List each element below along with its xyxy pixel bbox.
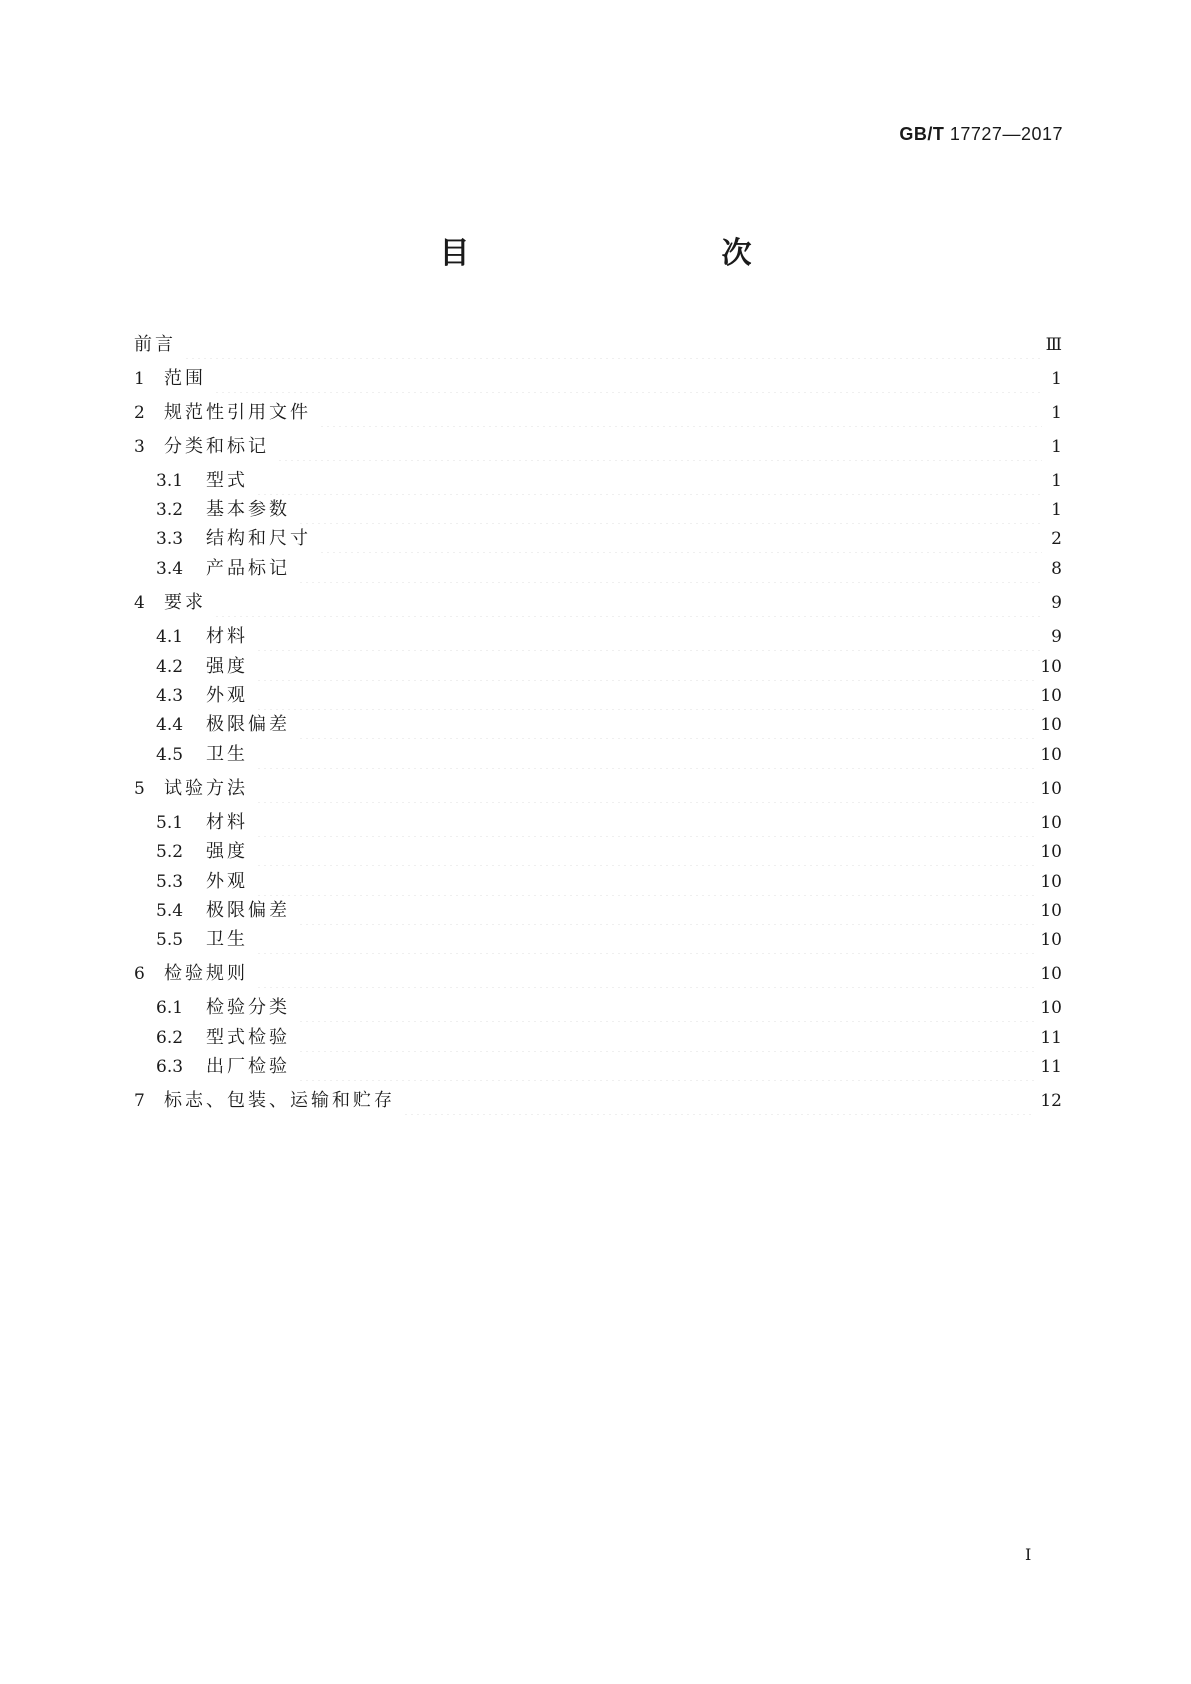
toc-entry-label: 材料 xyxy=(206,626,248,647)
standard-number: 17727—2017 xyxy=(949,124,1063,144)
toc-leader-dots xyxy=(256,741,1034,769)
toc-entry[interactable] xyxy=(156,809,1062,837)
toc-entry-number: 4.5 xyxy=(156,745,184,765)
toc-entry-number: 7 xyxy=(134,1091,145,1111)
toc-entry[interactable] xyxy=(156,926,1062,954)
toc-entry-label: 型式 xyxy=(206,470,248,491)
toc-entry-number: 6.2 xyxy=(156,1028,184,1048)
toc-entry-number: 4.1 xyxy=(156,627,184,647)
toc-entry-page: 11 xyxy=(1040,1057,1062,1077)
toc-entry[interactable] xyxy=(134,589,1062,617)
toc-entry-label: 强度 xyxy=(206,841,248,862)
toc-entry[interactable] xyxy=(156,711,1062,739)
toc-entry-page: 9 xyxy=(1051,627,1062,647)
toc-entry[interactable] xyxy=(156,994,1062,1022)
toc-entry-number: 5.5 xyxy=(156,930,184,950)
toc-leader-dots xyxy=(298,994,1034,1022)
toc-entry-number: 1 xyxy=(134,369,145,389)
toc-leader-dots xyxy=(256,682,1034,710)
toc-entry-page: 10 xyxy=(1040,930,1062,950)
toc-entry-label: 结构和尺寸 xyxy=(206,528,311,549)
toc-entry-label: 试验方法 xyxy=(164,778,248,799)
toc-leader-dots xyxy=(298,897,1034,925)
toc-entry-number: 6.3 xyxy=(156,1057,184,1077)
toc-entry-page: 1 xyxy=(1051,403,1062,423)
toc-entry-label: 出厂检验 xyxy=(206,1056,290,1077)
toc-entry-page: 8 xyxy=(1051,559,1062,579)
toc-leader-dots xyxy=(256,623,1042,651)
toc-entry-page: 10 xyxy=(1040,813,1062,833)
toc-entry-label: 检验分类 xyxy=(206,997,290,1018)
toc-entry-label: 范围 xyxy=(164,368,206,389)
toc-entry-label: 强度 xyxy=(206,656,248,677)
toc-entry-page: 1 xyxy=(1051,471,1062,491)
page-number: I xyxy=(1025,1545,1032,1564)
toc-entry-label: 材料 xyxy=(206,812,248,833)
toc-entry-number: 3 xyxy=(134,437,145,457)
toc-entry-number: 6.1 xyxy=(156,998,184,1018)
toc-entry-label: 分类和标记 xyxy=(164,436,269,457)
toc-entry-number: 6 xyxy=(134,964,145,984)
toc-entry-page: 10 xyxy=(1040,964,1062,984)
toc-entry-page: 1 xyxy=(1051,369,1062,389)
toc-leader-dots xyxy=(184,331,1040,359)
toc-entry-page: 1 xyxy=(1051,500,1062,520)
toc-leader-dots xyxy=(214,365,1042,393)
toc-entry-label: 极限偏差 xyxy=(206,714,290,735)
toc-entry-page: 10 xyxy=(1040,901,1062,921)
toc-leader-dots xyxy=(256,926,1034,954)
toc-entry-label: 极限偏差 xyxy=(206,900,290,921)
toc-entry-page: 10 xyxy=(1040,686,1062,706)
toc-entry[interactable] xyxy=(134,960,1062,988)
toc-entry-number: 5 xyxy=(134,779,145,799)
toc-entry-page: 2 xyxy=(1051,529,1062,549)
toc-leader-dots xyxy=(403,1087,1034,1115)
toc-entry-number: 5.3 xyxy=(156,872,184,892)
toc-leader-dots xyxy=(277,433,1042,461)
toc-entry-label: 外观 xyxy=(206,685,248,706)
toc-entry[interactable] xyxy=(156,623,1062,651)
toc-leader-dots xyxy=(256,868,1034,896)
toc-title: 目 次 xyxy=(439,236,816,271)
toc-entry[interactable] xyxy=(156,741,1062,769)
toc-entry[interactable] xyxy=(134,1087,1062,1115)
toc-leader-dots xyxy=(298,1024,1034,1052)
toc-leader-dots xyxy=(298,496,1042,524)
toc-entry[interactable] xyxy=(134,331,1062,359)
toc-entry[interactable] xyxy=(156,682,1062,710)
toc-entry-label: 要求 xyxy=(164,592,206,613)
toc-entry-page: 10 xyxy=(1040,998,1062,1018)
toc-entry-label: 前言 xyxy=(134,334,176,355)
toc-leader-dots xyxy=(256,653,1034,681)
toc-entry-number: 4.4 xyxy=(156,715,184,735)
toc-entry[interactable] xyxy=(156,467,1062,495)
toc-leader-dots xyxy=(298,555,1042,583)
toc-entry[interactable] xyxy=(156,897,1062,925)
toc-entry[interactable] xyxy=(156,838,1062,866)
toc-entry-label: 外观 xyxy=(206,871,248,892)
toc-entry[interactable] xyxy=(156,525,1062,553)
toc-entry-page: 10 xyxy=(1040,745,1062,765)
standard-prefix: GB/T xyxy=(899,124,945,144)
toc-entry-label: 型式检验 xyxy=(206,1027,290,1048)
toc-entry-number: 3.4 xyxy=(156,559,184,579)
toc-entry-label: 规范性引用文件 xyxy=(164,402,311,423)
toc-entry-page: 10 xyxy=(1040,872,1062,892)
toc-entry[interactable] xyxy=(156,653,1062,681)
toc-entry-label: 卫生 xyxy=(206,744,248,765)
toc-leader-dots xyxy=(319,399,1042,427)
toc-leader-dots xyxy=(256,775,1034,803)
toc-entry-page: 9 xyxy=(1051,593,1062,613)
toc-entry-number: 3.1 xyxy=(156,471,184,491)
toc-leader-dots xyxy=(298,711,1034,739)
toc-entry-page: Ⅲ xyxy=(1045,335,1062,355)
toc-entry-number: 4 xyxy=(134,593,145,613)
toc-leader-dots xyxy=(256,467,1042,495)
toc-entry[interactable] xyxy=(134,399,1062,427)
toc-entry-label: 卫生 xyxy=(206,929,248,950)
toc-entry-page: 11 xyxy=(1040,1028,1062,1048)
toc-entry[interactable] xyxy=(156,1053,1062,1081)
toc-leader-dots xyxy=(256,960,1034,988)
standard-code xyxy=(899,124,1063,145)
toc-entry-label: 标志、包装、运输和贮存 xyxy=(164,1090,395,1111)
toc-leader-dots xyxy=(256,838,1034,866)
toc-leader-dots xyxy=(319,525,1042,553)
toc-entry-page: 10 xyxy=(1040,657,1062,677)
toc-entry-number: 3.2 xyxy=(156,500,184,520)
toc-leader-dots xyxy=(298,1053,1034,1081)
toc-entry[interactable] xyxy=(134,775,1062,803)
toc-entry-number: 4.3 xyxy=(156,686,184,706)
toc-entry-page: 10 xyxy=(1040,779,1062,799)
toc-entry-label: 基本参数 xyxy=(206,499,290,520)
toc-entry-page: 10 xyxy=(1040,715,1062,735)
toc-entry[interactable] xyxy=(156,496,1062,524)
toc-entry-page: 10 xyxy=(1040,842,1062,862)
toc-entry-number: 5.4 xyxy=(156,901,184,921)
toc-entry-number: 2 xyxy=(134,403,145,423)
toc-entry-number: 5.1 xyxy=(156,813,184,833)
toc-entry[interactable] xyxy=(156,868,1062,896)
toc-entry-page: 1 xyxy=(1051,437,1062,457)
toc-entry[interactable] xyxy=(134,365,1062,393)
toc-entry[interactable] xyxy=(156,1024,1062,1052)
toc-entry-label: 检验规则 xyxy=(164,963,248,984)
toc-leader-dots xyxy=(214,589,1042,617)
toc-leader-dots xyxy=(256,809,1034,837)
toc-entry-number: 4.2 xyxy=(156,657,184,677)
toc-entry[interactable] xyxy=(134,433,1062,461)
toc-entry-label: 产品标记 xyxy=(206,558,290,579)
toc-entry-number: 3.3 xyxy=(156,529,184,549)
toc-entry-page: 12 xyxy=(1040,1091,1062,1111)
toc-entry[interactable] xyxy=(156,555,1062,583)
toc-entry-number: 5.2 xyxy=(156,842,184,862)
